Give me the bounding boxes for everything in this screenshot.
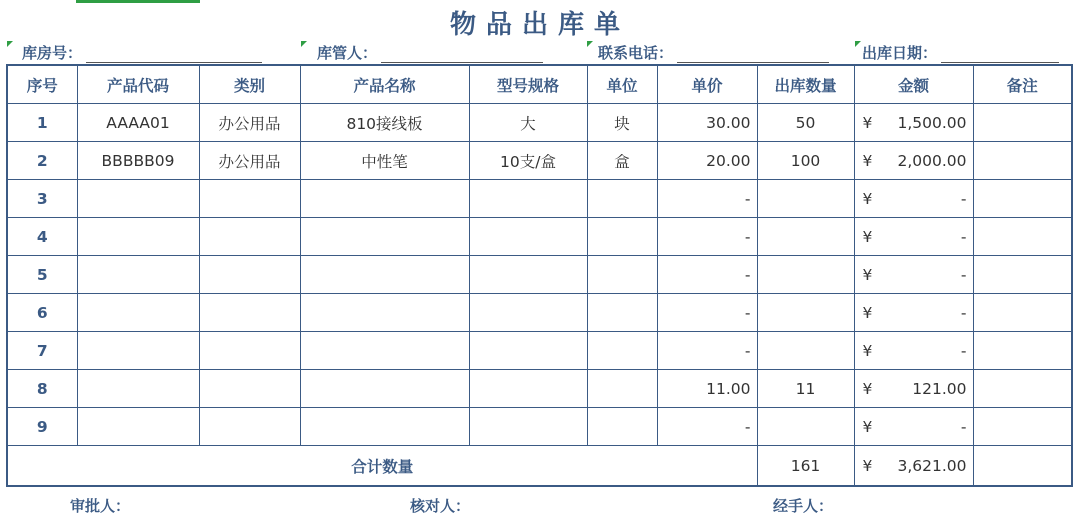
row-note[interactable]: [973, 104, 1072, 142]
row-seq[interactable]: 8: [7, 370, 77, 408]
cell-marker-icon: [855, 41, 861, 47]
table-row: [7, 256, 1072, 294]
row-amount: 1,500.00: [897, 113, 967, 132]
table-header-row: [7, 65, 1072, 104]
row-category[interactable]: [199, 294, 300, 332]
row-amount-cell[interactable]: [854, 142, 973, 180]
row-name[interactable]: 810接线板: [300, 104, 469, 142]
row-qty[interactable]: [757, 218, 854, 256]
row-seq[interactable]: 3: [7, 180, 77, 218]
column-header[interactable]: 产品代码: [77, 65, 199, 104]
row-category[interactable]: 办公用品: [199, 104, 300, 142]
table-row: [7, 104, 1072, 142]
row-unit[interactable]: 盒: [587, 142, 657, 180]
date-input-line[interactable]: [941, 46, 1059, 63]
total-amount-cell[interactable]: [854, 446, 973, 487]
row-price[interactable]: -: [657, 294, 757, 332]
row-note[interactable]: [973, 142, 1072, 180]
currency-symbol: ¥: [862, 227, 873, 246]
row-note[interactable]: [973, 408, 1072, 446]
currency-symbol: ¥: [862, 379, 873, 398]
row-category[interactable]: [199, 408, 300, 446]
currency-symbol: ¥: [862, 113, 873, 132]
approver-label: 审批人：: [70, 497, 131, 515]
row-seq[interactable]: 6: [7, 294, 77, 332]
row-qty[interactable]: [757, 294, 854, 332]
keeper-input-line[interactable]: [381, 46, 543, 63]
row-qty[interactable]: 100: [757, 142, 854, 180]
total-note[interactable]: [973, 446, 1072, 487]
cell-marker-icon: [301, 41, 307, 47]
row-code[interactable]: [77, 218, 199, 256]
row-unit[interactable]: [587, 256, 657, 294]
row-qty[interactable]: 11: [757, 370, 854, 408]
row-note[interactable]: [973, 370, 1072, 408]
row-seq[interactable]: 7: [7, 332, 77, 370]
row-category[interactable]: 办公用品: [199, 142, 300, 180]
currency-symbol: ¥: [862, 265, 873, 284]
row-qty[interactable]: 50: [757, 104, 854, 142]
table-row: [7, 370, 1072, 408]
warehouse-label: 库房号：: [22, 44, 83, 62]
column-header[interactable]: 产品名称: [300, 65, 469, 104]
row-name[interactable]: [300, 408, 469, 446]
row-price[interactable]: -: [657, 408, 757, 446]
table-row: [7, 332, 1072, 370]
row-category[interactable]: [199, 332, 300, 370]
total-qty[interactable]: 161: [757, 446, 854, 487]
row-name[interactable]: [300, 370, 469, 408]
table-row: [7, 180, 1072, 218]
row-spec[interactable]: [469, 256, 587, 294]
row-amount-cell[interactable]: [854, 256, 973, 294]
row-qty[interactable]: [757, 408, 854, 446]
column-header[interactable]: 出库数量: [757, 65, 854, 104]
table-row: [7, 408, 1072, 446]
currency-symbol: ¥: [862, 456, 873, 475]
row-spec[interactable]: [469, 370, 587, 408]
row-amount-cell[interactable]: [854, 294, 973, 332]
row-code[interactable]: [77, 256, 199, 294]
row-amount: -: [960, 265, 967, 284]
selected-cell-indicator: [76, 0, 200, 3]
phone-input-line[interactable]: [677, 46, 829, 63]
phone-field[interactable]: [598, 42, 829, 64]
table-row: [7, 142, 1072, 180]
checker-label: 核对人：: [410, 497, 471, 515]
row-category[interactable]: [199, 370, 300, 408]
row-seq[interactable]: 1: [7, 104, 77, 142]
row-unit[interactable]: [587, 408, 657, 446]
row-amount-cell[interactable]: [854, 370, 973, 408]
row-note[interactable]: [973, 218, 1072, 256]
row-name[interactable]: [300, 294, 469, 332]
row-code[interactable]: [77, 370, 199, 408]
row-amount: -: [960, 341, 967, 360]
row-amount: 2,000.00: [897, 151, 967, 170]
row-code[interactable]: [77, 332, 199, 370]
row-price[interactable]: -: [657, 218, 757, 256]
row-amount: -: [960, 227, 967, 246]
row-note[interactable]: [973, 332, 1072, 370]
column-header[interactable]: 型号规格: [469, 65, 587, 104]
row-amount-cell[interactable]: [854, 104, 973, 142]
keeper-label: 库管人：: [317, 44, 378, 62]
row-amount-cell[interactable]: [854, 332, 973, 370]
column-header[interactable]: 金额: [854, 65, 973, 104]
row-qty[interactable]: [757, 332, 854, 370]
total-row: [7, 446, 1072, 487]
row-unit[interactable]: 块: [587, 104, 657, 142]
currency-symbol: ¥: [862, 151, 873, 170]
date-label: 出库日期：: [862, 44, 938, 62]
column-header[interactable]: 备注: [973, 65, 1072, 104]
cell-marker-icon: [7, 41, 13, 47]
total-label[interactable]: 合计数量: [7, 446, 757, 487]
table-row: [7, 294, 1072, 332]
row-price[interactable]: -: [657, 256, 757, 294]
page-title: 物品出库单: [449, 10, 630, 40]
currency-symbol: ¥: [862, 303, 873, 322]
column-header[interactable]: 单价: [657, 65, 757, 104]
row-seq[interactable]: 4: [7, 218, 77, 256]
row-name[interactable]: [300, 256, 469, 294]
row-unit[interactable]: [587, 294, 657, 332]
row-spec[interactable]: [469, 408, 587, 446]
warehouse-input-line[interactable]: [86, 46, 262, 63]
row-name[interactable]: [300, 218, 469, 256]
column-header[interactable]: 序号: [7, 65, 77, 104]
row-price[interactable]: 20.00: [657, 142, 757, 180]
keeper-field[interactable]: [317, 42, 543, 64]
row-unit[interactable]: [587, 218, 657, 256]
row-spec[interactable]: [469, 218, 587, 256]
row-category[interactable]: [199, 256, 300, 294]
row-category[interactable]: [199, 218, 300, 256]
date-field[interactable]: [862, 42, 1059, 64]
row-note[interactable]: [973, 256, 1072, 294]
column-header[interactable]: 类别: [199, 65, 300, 104]
row-amount: -: [960, 303, 967, 322]
row-name[interactable]: [300, 180, 469, 218]
row-qty[interactable]: [757, 256, 854, 294]
warehouse-field[interactable]: [22, 42, 262, 64]
row-name[interactable]: 中性笔: [300, 142, 469, 180]
cell-marker-icon: [587, 41, 593, 47]
row-seq[interactable]: 9: [7, 408, 77, 446]
row-note[interactable]: [973, 294, 1072, 332]
row-spec[interactable]: 10支/盒: [469, 142, 587, 180]
outbound-table: [6, 64, 1073, 487]
row-spec[interactable]: [469, 294, 587, 332]
row-code[interactable]: BBBBB09: [77, 142, 199, 180]
currency-symbol: ¥: [862, 341, 873, 360]
row-seq[interactable]: 5: [7, 256, 77, 294]
row-amount: -: [960, 189, 967, 208]
total-amount: 3,621.00: [897, 456, 967, 475]
row-unit[interactable]: [587, 370, 657, 408]
row-spec[interactable]: [469, 180, 587, 218]
row-price[interactable]: 30.00: [657, 104, 757, 142]
row-note[interactable]: [973, 180, 1072, 218]
row-unit[interactable]: [587, 180, 657, 218]
handler-label: 经手人：: [773, 497, 834, 515]
currency-symbol: ¥: [862, 189, 873, 208]
row-category[interactable]: [199, 180, 300, 218]
column-header[interactable]: 单位: [587, 65, 657, 104]
row-amount-cell[interactable]: [854, 408, 973, 446]
row-code[interactable]: [77, 294, 199, 332]
phone-label: 联系电话：: [598, 44, 674, 62]
row-amount-cell[interactable]: [854, 180, 973, 218]
row-amount: -: [960, 417, 967, 436]
table-row: [7, 218, 1072, 256]
row-code[interactable]: [77, 180, 199, 218]
row-spec[interactable]: [469, 332, 587, 370]
row-qty[interactable]: [757, 180, 854, 218]
row-name[interactable]: [300, 332, 469, 370]
row-price[interactable]: -: [657, 332, 757, 370]
row-amount: 121.00: [912, 379, 967, 398]
currency-symbol: ¥: [862, 417, 873, 436]
row-price[interactable]: -: [657, 180, 757, 218]
row-spec[interactable]: 大: [469, 104, 587, 142]
row-seq[interactable]: 2: [7, 142, 77, 180]
row-amount-cell[interactable]: [854, 218, 973, 256]
row-price[interactable]: 11.00: [657, 370, 757, 408]
row-code[interactable]: AAAA01: [77, 104, 199, 142]
row-unit[interactable]: [587, 332, 657, 370]
row-code[interactable]: [77, 408, 199, 446]
